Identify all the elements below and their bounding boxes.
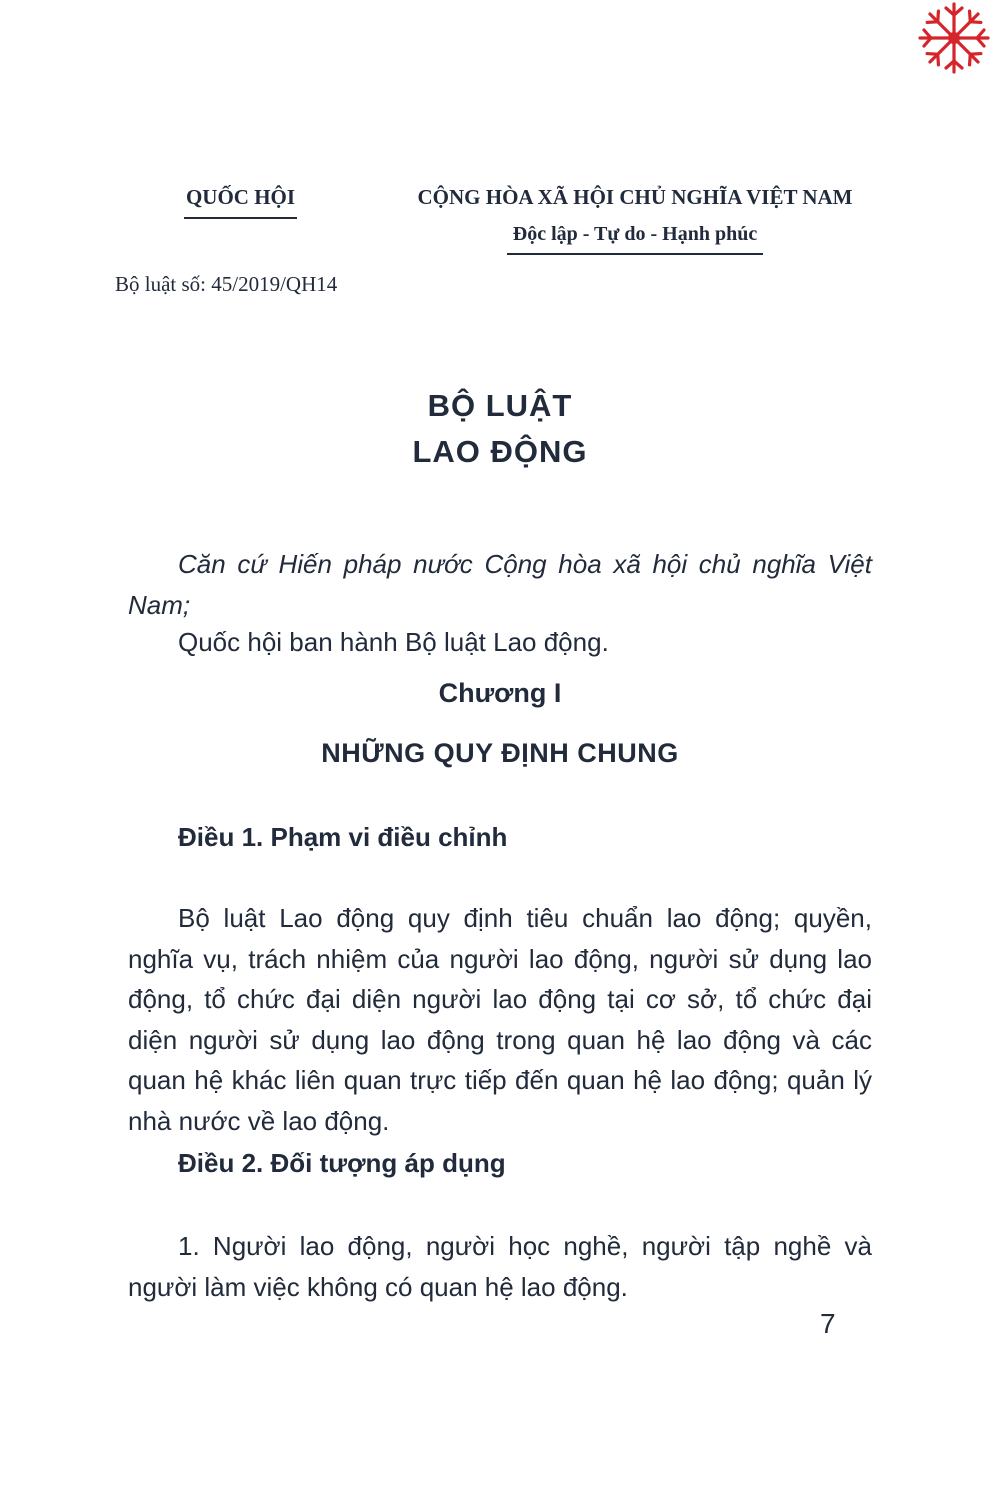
article-1-body: Bộ luật Lao động quy định tiêu chuẩn lao động; quyền, nghĩa vụ, trách nhiệm của người lao động, người sử dụng lao động, tổ chức đại diện người lao động tại cơ sở, tổ chức đại diện người sử dụng lao động trong quan hệ lao động và các quan hệ khác liên quan trực tiếp đến quan hệ lao động; quản lý nhà nước về lao động. [128, 903, 872, 1136]
chapter-title: NHỮNG QUY ĐỊNH CHUNG [321, 738, 679, 768]
publisher-logo-icon [916, 0, 992, 76]
preamble-enactment: Quốc hội ban hành Bộ luật Lao động. [178, 627, 609, 657]
preamble-citation: Căn cứ Hiến pháp nước Cộng hòa xã hội chủ nghĩa Việt Nam; [128, 549, 872, 620]
article-2-body: 1. Người lao động, người học nghề, người tập nghề và người làm việc không có quan hệ lao động. [128, 1231, 872, 1302]
article-1-heading: Điều 1. Phạm vi điều chỉnh [178, 822, 508, 852]
page-number: 7 [820, 1308, 836, 1339]
document-title-line1: BỘ LUẬT [427, 388, 573, 423]
national-motto: Độc lập - Tự do - Hạnh phúc [507, 223, 763, 255]
issuer-block [148, 185, 333, 219]
document-title-line2: LAO ĐỘNG [412, 434, 588, 469]
document-title [0, 383, 1000, 475]
law-number: Bộ luật số: 45/2019/QH14 [115, 272, 338, 296]
national-header [380, 185, 890, 255]
issuer-name: QUỐC HỘI [184, 185, 297, 219]
article-2-heading: Điều 2. Đối tượng áp dụng [178, 1148, 506, 1178]
national-title: CỘNG HÒA XÃ HỘI CHỦ NGHĨA VIỆT NAM [417, 185, 853, 209]
chapter-label: Chương I [438, 678, 562, 708]
